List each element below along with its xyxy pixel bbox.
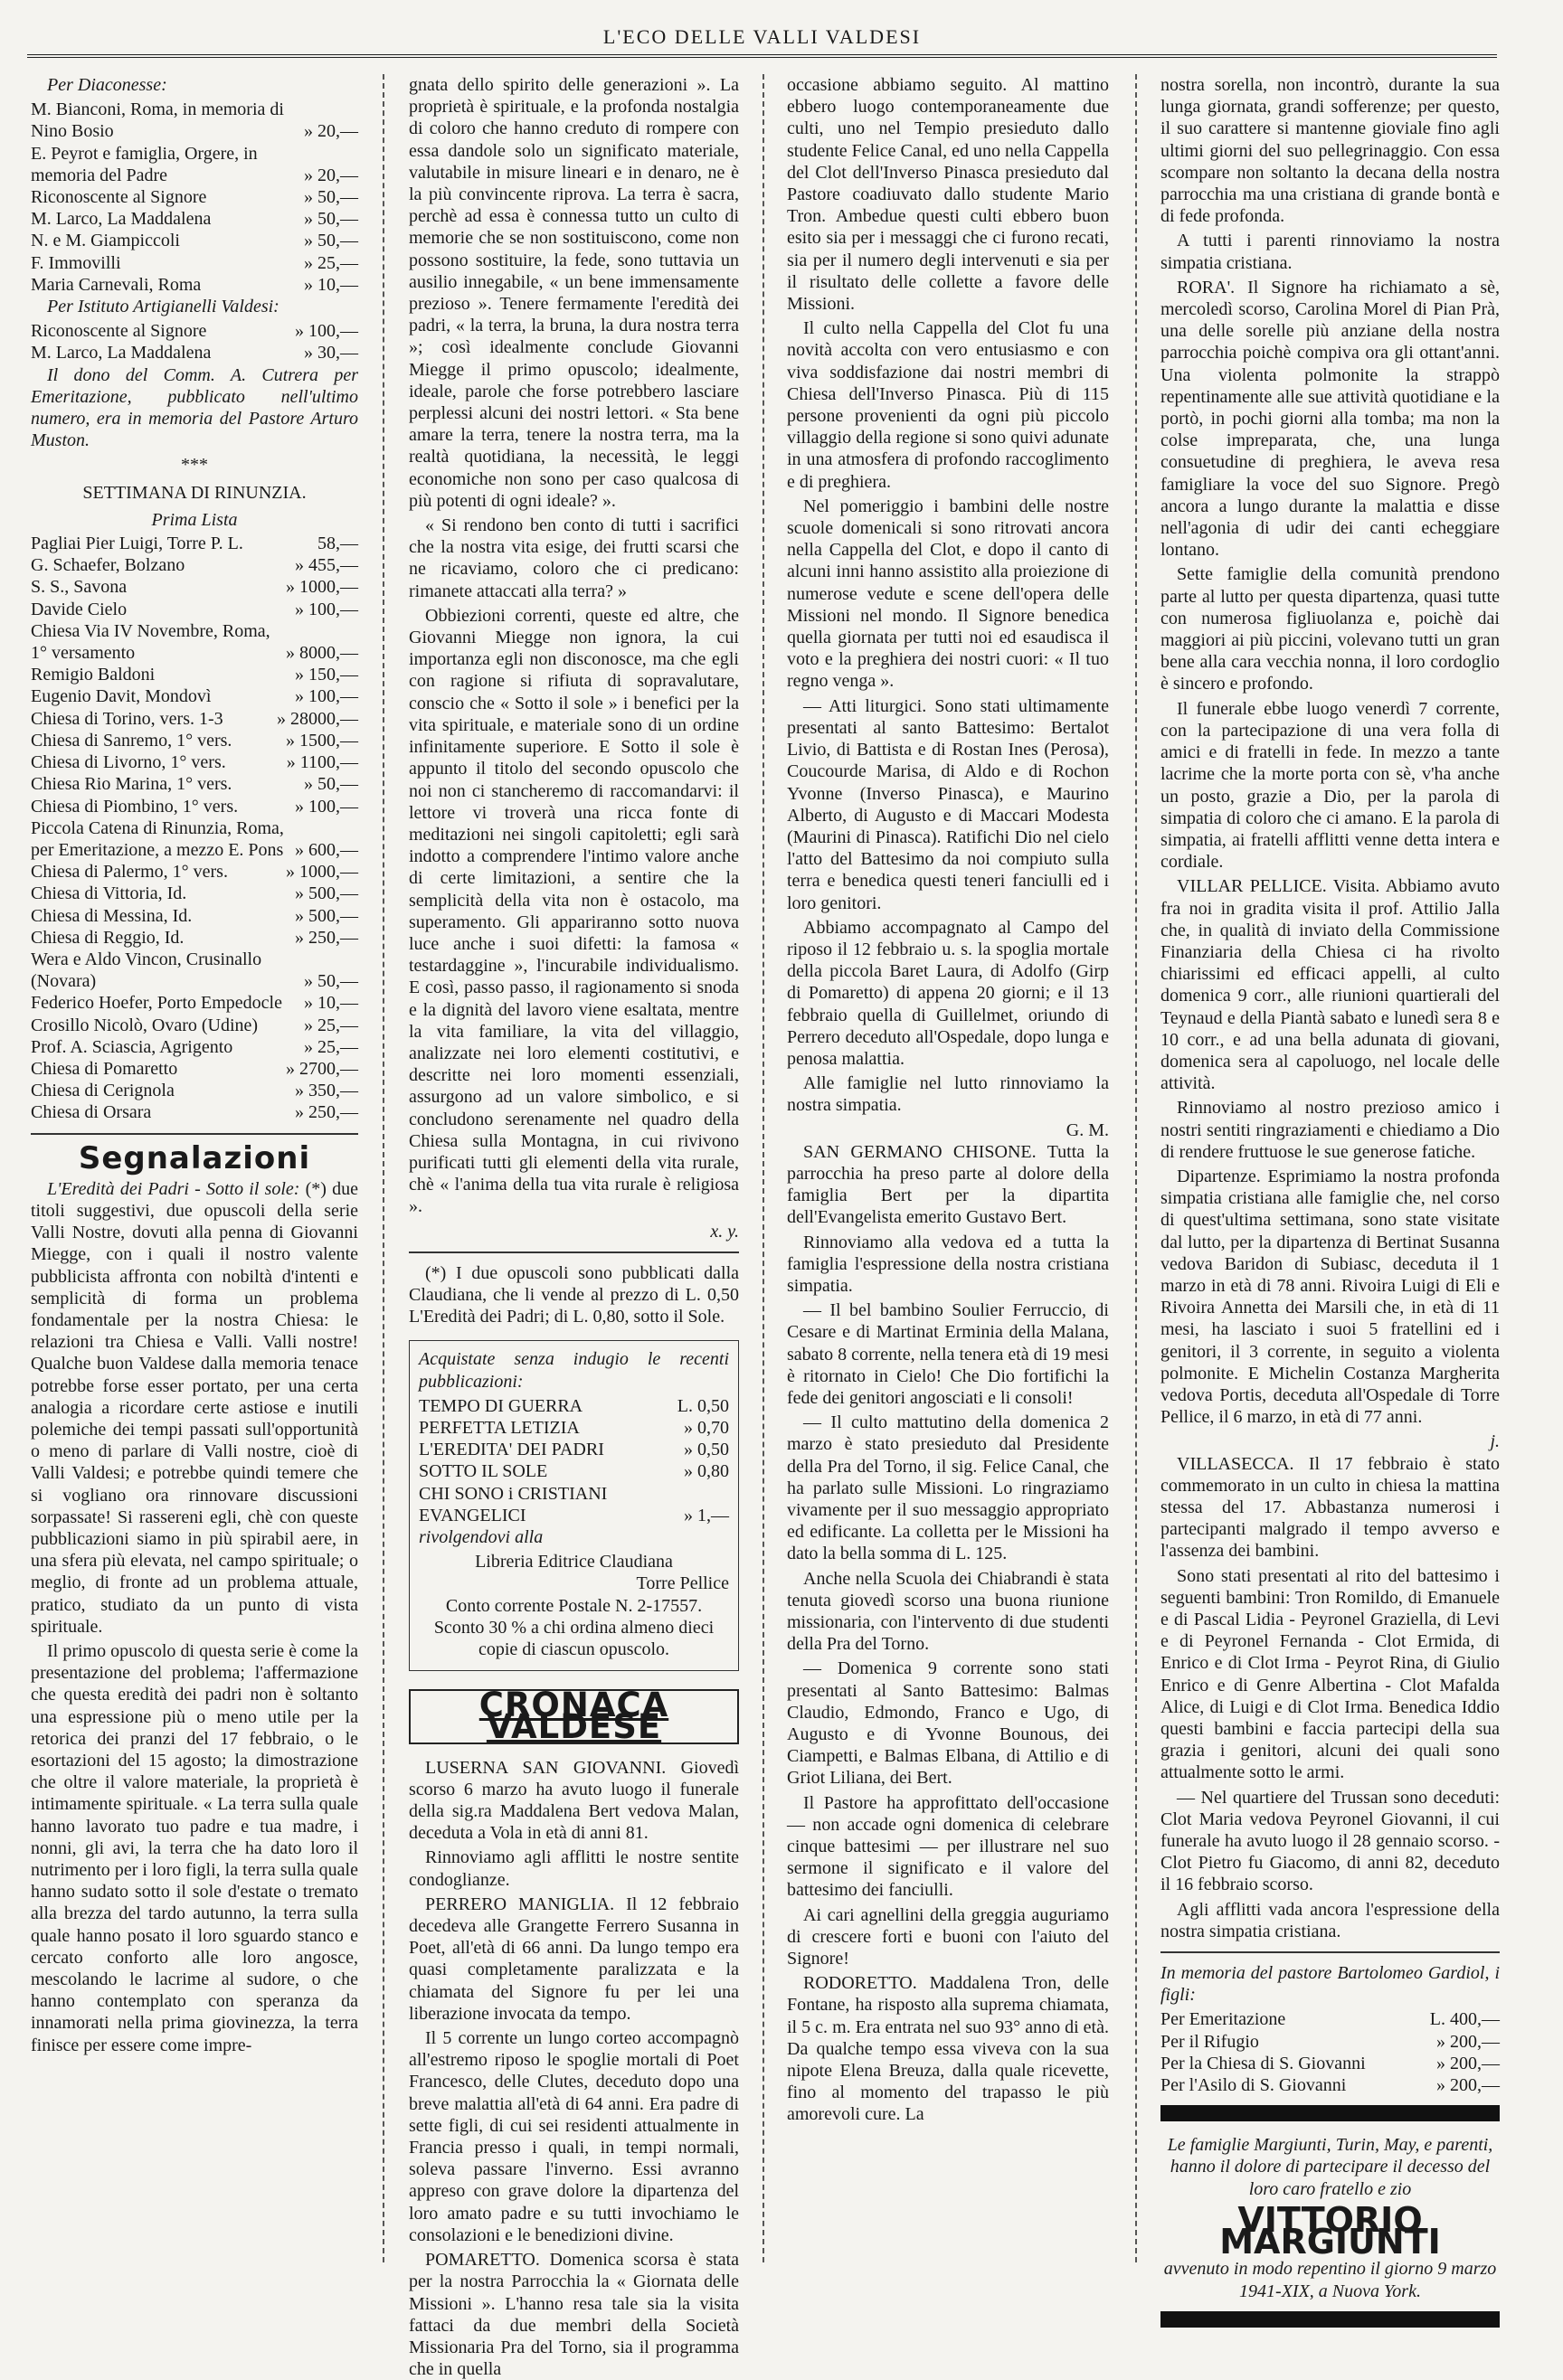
news-item: RORA'. Il Signore ha richiamato a sè, mercoledì scorso, Carolina Morel di Pian Prà, una delle sorelle più anziane della nostra parrocchia poichè compiva ora gli ottant'anni. Una violenta polmonite la strappò repentinamente alle sue attività quotidiane e la portò, in pochi giorni alla tomba; ma non la colse impreparata, che, una lunga consuetudine di preghiera, le aveva resa famigliare la voce del suo Signore. Pregò ancora a lungo durante la malattia e disse nell'agonia di udir dei canti echeggiare lontano.: [1160, 277, 1500, 561]
donor: M. Bianconi, Roma, in memoria di Nino Bosio: [31, 99, 284, 142]
donation-row: [31, 1058, 358, 1080]
amount: » 200,—: [1436, 2053, 1500, 2073]
donor: E. Peyrot e famiglia, Orgere, in memoria del Padre: [31, 143, 258, 185]
column-divider: [1135, 74, 1137, 2262]
donation-row: [31, 274, 358, 296]
book-price: » 1,—: [684, 1505, 729, 1525]
ad-instruction: rivolgendovi alla: [419, 1527, 544, 1547]
amount: » 10,—: [304, 993, 358, 1014]
obituary-intro: Le famiglie Margiunti, Turin, May, e parenti, hanno il dolore di partecipare il decesso del loro caro fratello e zio: [1167, 2135, 1493, 2199]
book-title: L'EREDITA' DEI PADRI: [419, 1440, 604, 1460]
donor: Remigio Baldoni: [31, 665, 156, 685]
news-item: VILLAR PELLICE. Visita. Abbiamo avuto fra noi in gradita visita il prof. Attilio Jalla che, in qualità di inviato della Commissione Finanziaria della Chiesa ci ha rivolto chiarissimi ed efficaci appelli, al culto domenica 9 corr., alle riunioni quartierali del Teynaud e della Piantà sabato e lunedì sera 8 e 10 corr., e ad una bella adunata di giovani, domenica sera al capoluogo, nel locale delle attività.: [1160, 876, 1500, 1094]
amount: » 28000,—: [277, 708, 358, 729]
amount: » 1000,—: [286, 862, 358, 883]
donor: Chiesa di Messina, Id.: [31, 905, 193, 926]
book-price: » 0,80: [684, 1461, 729, 1482]
donor: Per l'Asilo di S. Giovanni: [1160, 2075, 1347, 2096]
donation-row: [31, 992, 358, 1014]
news-item: LUSERNA SAN GIOVANNI. Giovedì scorso 6 marzo ha avuto luogo il funerale della sig.ra Maddalena Bert vedova Malan, deceduta a Vola in età di anni 81.: [409, 1757, 739, 1844]
book-row: [419, 1417, 729, 1439]
donation-row: [31, 599, 358, 620]
news-item: Rinnoviamo alla vedova ed a tutta la famiglia l'espressione della nostra cristiana simpatia.: [787, 1232, 1109, 1296]
news-item: occasione abbiamo seguito. Al mattino ebbero luogo contemporaneamente due culti, uno nel Tempio presieduto dallo studente Felice Canal, ed uno nella Cappella del Clot dell'Inverso Pinasca presieduto dal Pastore coadiuvato dallo studente Mario Tron. Ambedue questi culti ebbero buon esito sia per i messaggi che ci furono recati, sia per il numero degli intervenuti e sia per il risultato delle collette a favore delle Missioni.: [787, 75, 1109, 315]
donor: Wera e Aldo Vincon, Crusinallo (Novara): [31, 949, 262, 992]
donation-row: [31, 342, 358, 364]
review-titles: L'Eredità dei Padri - Sotto il sole:: [47, 1178, 300, 1199]
review-text: (*) due titoli suggestivi, due opuscoli della serie Valli Nostre, dovuti alla penna di Giovanni Miegge, con i quali il nostro valente pubblicista affronta con nobiltà d'intenti e semplicità di forma un problema fondamentale per la nostra Chiesa: le relazioni tra Chiesa e Valli. Valli nostre! Qualche buon Valdese dalla memoria tenace potrebbe forse esser portato, per una certa analogia a ricordare certe astiose e inutili polemiche dei tempi passati sull'opportunità o meno di parlare di Valli nostre, cioè di Valli Valdesi; e potrebbe quindi temere che si vogliano ora rinnovare discussioni sorpassate! Si rassereni egli, chè con queste pubblicazioni siamo in più spirabil aere, in una sfera più elevata, nel campo spirituale; o meglio, di fronte ad un problema attuale, pratico, studiato da un punto di vista spirituale.: [31, 1178, 358, 1637]
amount: » 200,—: [1436, 2031, 1500, 2052]
donation-row: [31, 620, 358, 664]
book-price: » 0,70: [684, 1417, 729, 1438]
author-signature: j.: [1490, 1431, 1500, 1452]
amount: » 50,—: [304, 231, 358, 251]
book-row: [419, 1439, 729, 1460]
donation-row: [31, 576, 358, 598]
news-item: Il funerale ebbe luogo venerdì 7 corrente, con la partecipazione di una vera folla di amici e di fratelli in fede. In mezzo a tante lacrime che la morte porta con sè, v'ha anche un posto, grazie a Dio, per la parola di simpatia di coloro che ci amano. E la parola di simpatia, ai fratelli afflitti venne detta intera e cordiale.: [1160, 698, 1500, 873]
amount: » 25,—: [304, 252, 358, 273]
donor: Chiesa di Cerignola: [31, 1081, 175, 1101]
news-item: Agli afflitti vada ancora l'espressione della nostra simpatia cristiana.: [1160, 1899, 1500, 1941]
donations-heading: Per Diaconesse:: [47, 75, 167, 95]
donor: Chiesa di Livorno, 1° vers.: [31, 752, 226, 773]
amount: » 50,—: [304, 971, 358, 992]
book-price: » 0,50: [684, 1440, 729, 1460]
donations-heading: Per Istituto Artigianelli Valdesi:: [47, 297, 279, 317]
amount: » 10,—: [304, 274, 358, 295]
section-divider: [1160, 1951, 1500, 1953]
column-3: [787, 74, 1109, 2290]
donor: F. Immovilli: [31, 252, 121, 273]
amount: » 100,—: [295, 686, 358, 707]
amount: » 8000,—: [286, 643, 358, 664]
donation-row: [31, 664, 358, 685]
news-item: Ai cari agnellini della greggia auguriamo di crescere forti e buoni con l'aiuto del Signore!: [787, 1904, 1109, 1969]
book-title: TEMPO DI GUERRA: [419, 1395, 583, 1416]
amount: » 20,—: [304, 121, 358, 142]
column-1: [31, 74, 358, 2290]
news-item: A tutti i parenti rinnoviamo la nostra simpatia cristiana.: [1160, 231, 1500, 273]
amount: » 250,—: [295, 927, 358, 948]
column-divider: [763, 74, 764, 2262]
amount: » 455,—: [295, 555, 358, 576]
news-item: VILLASECCA. Il 17 febbraio è stato commemorato in un culto in chiesa la mattina stessa del 17. Abbastanza numerosi i partecipanti malgrado il tempo avverso e l'assenza dei bambini.: [1160, 1453, 1500, 1562]
obituary-name: VITTORIO MARGIUNTI: [1219, 2199, 1441, 2262]
donor: Crosillo Nicolò, Ovaro (Udine): [31, 1015, 259, 1035]
donation-note: Il dono del Comm. A. Cutrera per Emeritazione, pubblicato nell'ultimo numero, era in memoria del Pastore Arturo Muston.: [31, 364, 358, 451]
amount: » 150,—: [295, 665, 358, 685]
donor: Pagliai Pier Luigi, Torre P. L.: [31, 534, 243, 554]
donor: Chiesa di Pomaretto: [31, 1058, 178, 1079]
news-item: Sette famiglie della comunità prendono parte al lutto per questa dipartenza, quasi tutte con numerosa figliuolanza e, poichè dai maggiori ai più piccini, volevano tutti un gran bene alla cara vecchia nonna, il loro cordoglio è sincero e profondo.: [1160, 564, 1500, 694]
donation-row: [31, 927, 358, 949]
author-signature: x. y.: [710, 1221, 739, 1242]
donor: Prof. A. Sciascia, Agrigento: [31, 1036, 233, 1057]
amount: » 20,—: [304, 165, 358, 185]
donation-row: [31, 1036, 358, 1058]
books-advertisement: [409, 1340, 739, 1671]
donor: Piccola Catena di Rinunzia, Roma, per Emeritazione, a mezzo E. Pons: [31, 817, 284, 860]
donor: Chiesa di Orsara: [31, 1102, 152, 1123]
donation-row: [1160, 2008, 1500, 2030]
memorial-heading: In memoria del pastore Bartolomeo Gardiol, i figli:: [1160, 1963, 1500, 2006]
donor: Federico Hoefer, Porto Empedocle: [31, 993, 282, 1014]
news-item: Abbiamo accompagnato al Campo del riposo il 12 febbraio u. s. la spoglia mortale della piccola Baret Laura, di Adolfo (Girp di Pomaretto) di appena 20 giorni; e il 13 febbraio quella di Guillelmet, oriundo di Perrero deceduto all'Ospedale, dopo lunga e penosa malattia.: [787, 917, 1109, 1069]
donation-row: [31, 751, 358, 773]
segnalazioni-heading: Segnalazioni: [78, 1139, 311, 1176]
news-item: nostra sorella, non incontrò, durante la sua lunga giornata, grandi sofferenze; per questo, il suo carattere si mantenne gioviale fino agli ultimi giorni del suo pellegrinaggio. Con essa scompare non soltanto la decana della nostra parrocchia ma una cristiana di grande bontà e di fede profonda.: [1160, 75, 1500, 227]
section-divider: [409, 1251, 739, 1253]
news-item: SAN GERMANO CHISONE. Tutta la parrocchia ha preso parte al dolore della famiglia Bert per la dipartita dell'Evangelista emerito Gustavo Bert.: [787, 1141, 1109, 1228]
donor: Chiesa di Torino, vers. 1-3: [31, 708, 223, 729]
amount: » 500,—: [295, 905, 358, 926]
news-item: — Nel quartiere del Trussan sono deceduti: Clot Maria vedova Peyronel Giovanni, il cui funerale ha avuto luogo il 28 gennaio scorso. - Clot Pietro fu Giacomo, di anni 82, deceduto il 16 febbraio scorso.: [1160, 1787, 1500, 1895]
mourning-bar: [1160, 2105, 1500, 2121]
mourning-bar: [1160, 2311, 1500, 2328]
donation-row: [31, 554, 358, 576]
amount: » 50,—: [304, 209, 358, 230]
donation-row: [1160, 2074, 1500, 2096]
donor: N. e M. Giampiccoli: [31, 231, 180, 251]
publisher-name: Libreria Editrice Claudiana: [475, 1552, 673, 1572]
news-item: Il culto nella Cappella del Clot fu una novità accolta con vero entusiasmo e con viva soddisfazione dai nostri membri di Chiesa dell'Inverso Pinasca. Più di 115 persone provenienti da ogni più piccolo villaggio della regione si sono quivi adunate in una atmosfera di profondo raccoglimento e di preghiera.: [787, 318, 1109, 492]
donation-row: [31, 817, 358, 861]
news-item: Sono stati presentati al rito del battesimo i seguenti bambini: Tron Romildo, di Emanuele e di Pascal Lidia - Peyronel Graziella, di Levi e di Peyronel Fernanda - Clot Ermida, di Enrico e di Clot Irma - Peyrot Rina, di Giulio Enrico e di Genre Albertina - Clot Mafalda Alice, di Luigi e di Clot Irma. Benedica Iddio questi bambini e faccia partecipi della sua grazia i genitori, alcuni dei quali sono attualmente sotto le armi.: [1160, 1565, 1500, 1783]
ad-conditions: Conto corrente Postale N. 2-17557. Sconto 30 % a chi ordina almeno dieci copie di ciascun opuscolo.: [433, 1595, 715, 1660]
donor: Maria Carnevali, Roma: [31, 274, 202, 295]
donation-row: [31, 533, 358, 554]
donation-row: [31, 730, 358, 751]
donation-row: [31, 99, 358, 142]
donor: M. Larco, La Maddalena: [31, 343, 212, 364]
amount: » 2700,—: [286, 1058, 358, 1079]
donation-row: [31, 796, 358, 817]
donation-row: [31, 1080, 358, 1101]
amount: » 30,—: [304, 343, 358, 364]
amount: » 350,—: [295, 1081, 358, 1101]
donor: Chiesa di Vittoria, Id.: [31, 883, 187, 904]
footnote: (*) I due opuscoli sono pubblicati dalla Claudiana, che li vende al prezzo di L. 0,50 L'Eredità dei Padri; di L. 0,80, sotto il Sole.: [409, 1262, 739, 1327]
article-paragraph: gnata dello spirito delle generazioni ». La proprietà è spirituale, e la profonda nostalgia di coloro che hanno creduto di rompere con essa dandole solo un significato materiale, valutabile in misure lineari e in denaro, ne è la più convincente riprova. La terra è sacra, perchè ad essa è connessa tutto un culto di memorie che se non sostituiscono, come non possono sostituire, la fede, sono tuttavia un ausilio innegabile, « un bene immensamente prezioso ». Tenere fermamente l'eredità dei padri, « la terra, la bruna, la dura nostra terra »; così idealmente conclude Giovanni Miegge il primo opuscolo; idealmente, ideale, parole che forse potrebbero lasciare perplessi alcuni dei nostri lettori. « Sta bene amare la terra, tenere la nostra terra, ma la realtà quotidiana, la necessità, le leggi economiche non sono per caso qualcosa di più potenti di ogni ideale? ».: [409, 75, 739, 511]
donation-row: [31, 143, 358, 186]
amount: » 25,—: [304, 1036, 358, 1057]
amount: » 1000,—: [286, 577, 358, 598]
column-divider: [383, 74, 384, 2262]
column-4: [1160, 74, 1500, 2301]
news-item: — Il bel bambino Soulier Ferruccio, di Cesare e di Martinat Erminia della Malana, sabato 8 corrente, nella tenera età di 19 mesi è ritornato in Cielo! Che Dio fortifichi la fede dei genitori angosciati e li consoli!: [787, 1300, 1109, 1408]
stars-separator: ***: [181, 455, 208, 476]
newspaper-masthead: L'ECO DELLE VALLI VALDESI: [27, 25, 1497, 58]
donation-row: [31, 320, 358, 342]
donor: Chiesa Via IV Novembre, Roma, 1° versamento: [31, 620, 270, 664]
amount: L. 400,—: [1429, 2009, 1500, 2030]
obituary-text: avvenuto in modo repentino il giorno 9 marzo 1941-XIX, a Nuova York.: [1163, 2259, 1497, 2301]
news-item: Nel pomeriggio i bambini delle nostre scuole domenicali si sono ritrovati ancora nella Cappella del Clot, e dopo il canto di alcuni inni hanno assistito alla proiezione di numerose vedute e scene dell'opera delle Missioni nel mondo. Il Signore benedica quella giornata per tutti noi ed esaudisca il voto e la preghiera dei nostri cuori: « Il tuo regno venga ».: [787, 496, 1109, 692]
donor: Chiesa di Piombino, 1° vers.: [31, 796, 239, 817]
article-paragraph: Obbiezioni correnti, queste ed altre, che Giovanni Miegge non ignora, la cui importanza egli non disconosce, ma che egli con ragione si rifiuta di sopravalutare, conscio che « Sotto il sole » i benefici per la vita spirituale, e materiale sono di un ordine infinitamente superiore. E Sotto il sole è appunto il titolo del secondo opuscolo che noi non ci stancheremo di raccomandarvi: il lettore vi troverà una ricca fonte di meditazioni nei singoli capitoletti; egli sarà indotto a comprendere l'intimo valore anche di certe limitazioni, a sentire che la semplicità della vita non è ostacolo, ma superamento. Gli appariranno sotto nuova luce anche i suoi difetti: la famosa « testardaggine », l'incurabile individualismo. E così, passo passo, il ragionamento si snoda e la dignità del lavoro viene esaltata, mentre la vita familiare, la vita del villaggio, analizzate nei loro elementi costitutivi, e descritte nei loro momenti essenziali, assurgono ad un valore simbolico, e si concludono serenamente nel quadro della Chiesa sulla Montagna, in cui rivivono purificati tutti gli elementi della vita rurale, chè « l'anima della tua vita rurale è religiosa ».: [409, 605, 739, 1217]
news-item: RODORETTO. Maddalena Tron, delle Fontane, ha risposto alla suprema chiamata, il 5 c. m. Era entrata nel suo 93° anno di età. Da qualche tempo essa viveva con la sua nipote Elena Breuza, dalla quale ricevette, fino al momento del trapasso le più amorevoli cure. La: [787, 1973, 1109, 2125]
article-paragraph: « Si rendono ben conto di tutti i sacrifici che la nostra vita esige, dei frutti scarsi che ne ricaviamo, coloro che ci predicano: rimanete attaccati alla terra? »: [409, 515, 739, 601]
book-row: [419, 1483, 729, 1526]
review-paragraph: [31, 1178, 358, 1638]
amount: » 100,—: [295, 599, 358, 619]
author-signature: G. M.: [1066, 1119, 1109, 1140]
donor: Riconoscente al Signore: [31, 187, 207, 208]
publisher-city: Torre Pellice: [636, 1573, 729, 1594]
donation-row: [1160, 2053, 1500, 2074]
donation-row: [31, 905, 358, 927]
donor: Per Emeritazione: [1160, 2009, 1286, 2030]
amount: » 100,—: [295, 796, 358, 817]
donation-row: [31, 861, 358, 883]
donation-row: [31, 949, 358, 992]
book-title: CHI SONO i CRISTIANI EVANGELICI: [419, 1483, 608, 1525]
donation-row: [31, 685, 358, 707]
book-row: [419, 1395, 729, 1417]
donor: Chiesa di Reggio, Id.: [31, 927, 185, 948]
amount: » 250,—: [295, 1102, 358, 1123]
news-item: Rinnoviamo al nostro prezioso amico i nostri sentiti ringraziamenti e chiediamo a Dio di rendere fruttuose le sue generose fatiche.: [1160, 1098, 1500, 1162]
amount: » 100,—: [295, 321, 358, 342]
amount: » 500,—: [295, 883, 358, 904]
news-item: Il Pastore ha approfittato dell'occasione — non accade ogni domenica di celebrare cinque battesimi — per illustrare nel suo sermone il significato e il valore del battesimo dei fanciulli.: [787, 1792, 1109, 1901]
book-title: PERFETTA LETIZIA: [419, 1417, 580, 1438]
amount: » 25,—: [304, 1015, 358, 1035]
news-item: Rinnoviamo agli afflitti le nostre sentite condoglianze.: [409, 1847, 739, 1890]
news-item: Anche nella Scuola dei Chiabrandi è stata tenuta giovedì scorso una buona riunione missionaria, con l'intervento di due studenti della Pra del Torno.: [787, 1568, 1109, 1655]
donor: Per il Rifugio: [1160, 2031, 1259, 2052]
donor: Davide Cielo: [31, 599, 128, 619]
amount: » 50,—: [304, 774, 358, 795]
amount: » 1100,—: [286, 752, 358, 773]
amount: 58,—: [317, 534, 358, 554]
donor: Per la Chiesa di S. Giovanni: [1160, 2053, 1366, 2073]
amount: » 50,—: [304, 187, 358, 208]
donor: Riconoscente al Signore: [31, 321, 207, 342]
donation-row: [31, 1015, 358, 1036]
news-item: — Atti liturgici. Sono stati ultimamente presentati al santo Battesimo: Bertalot Livio, di Battista e di Rostan Ines (Perosa), Coucourde Marisa, di Aldo e di Rochon Yvonne (Inverso Pinasca), e Maurino Alberto, di Augusto e di Maccari Modesta (Maurini di Pinasca). Ratifichi Dio nel cielo l'atto del Battesimo da noi compiuto sulla terra e benedica questi teneri fanciulli ed i loro genitori.: [787, 695, 1109, 913]
news-item: Dipartenze. Esprimiamo la nostra profonda simpatia cristiana alle famiglie che, nel corso di quest'ultima settimana, sono state visitate dal lutto, per la dipartenza di Bertinat Susanna vedova Baridon di Subiasc, deceduta il 1 marzo in età di 78 anni. Rivoira Luigi di Eli e Rivoira Annetta dei Marsili che, in età di 11 mesi, ha lasciato i suoi 5 fratellini ed i genitori, il 3 corrente, in seguito a violenta polmonite. E Michelin Costanza Margherita vedova Portis, deceduta all'Ospedale di Torre Pellice, il 6 marzo, in età di 77 anni.: [1160, 1166, 1500, 1428]
donation-row: [31, 230, 358, 251]
donation-row: [31, 708, 358, 730]
book-price: L. 0,50: [677, 1395, 729, 1416]
news-item: — Domenica 9 corrente sono stati presentati al Santo Battesimo: Balmas Claudio, Edmondo, Franco e Ugo, di Augusto e di Yvonne Bounous, dei Ciampetti, e Balmas Elbana, di Attilio e di Griot Liliana, dei Bert.: [787, 1658, 1109, 1789]
column-2: [409, 74, 739, 2380]
amount: » 200,—: [1436, 2075, 1500, 2096]
news-item: PERRERO MANIGLIA. Il 12 febbraio decedeva alle Grangette Ferrero Susanna in Poet, all'età di 66 anni. Da lungo tempo era quasi completamente paralizzata e la chiamata del Signore fu per lei una liberazione invocata da tempo.: [409, 1894, 739, 2024]
donation-row: [31, 208, 358, 230]
donor: Chiesa di Sanremo, 1° vers.: [31, 730, 232, 751]
news-item: Il 5 corrente un lungo corteo accompagnò all'estremo riposo le spoglie mortali di Poet Francesco, delle Clutes, deceduto dopo una breve malattia all'età di 64 anni. Era padre di sette figli, di cui sei residenti attualmente in Francia presso i quali, in tempi normali, soleva passare l'inverno. Essi avranno appreso con grave dolore la dipartenza del loro amato padre e su tutti invochiamo le consolazioni e le benedizioni divine.: [409, 2028, 739, 2245]
donor: M. Larco, La Maddalena: [31, 209, 212, 230]
section-divider: [31, 1133, 358, 1135]
deaconess-donations-list: [31, 99, 358, 296]
donation-row: [31, 773, 358, 795]
book-row: [419, 1460, 729, 1482]
donation-row: [31, 883, 358, 904]
donor: G. Schaefer, Bolzano: [31, 555, 185, 576]
donor: Chiesa Rio Marina, 1° vers.: [31, 774, 232, 795]
ad-heading: Acquistate senza indugio le recenti pubblicazioni:: [419, 1349, 729, 1392]
donor: S. S., Savona: [31, 577, 128, 598]
news-item: POMARETTO. Domenica scorsa è stata per la nostra Parrocchia la « Giornata delle Missioni ». L'hanno resa tale sia la visita fattaci da due membri della Società Missionaria Pra del Torno, sia il programma che in quella: [409, 2250, 739, 2380]
amount: » 600,—: [295, 839, 358, 860]
list-subheading: Prima Lista: [151, 509, 238, 530]
donation-row: [31, 252, 358, 274]
section-heading: SETTIMANA DI RINUNZIA.: [82, 482, 307, 503]
news-item: — Il culto mattutino della domenica 2 marzo è stato presieduto dal Presidente della Pra del Torno, il sig. Felice Canal, che ha parlato sulle Missioni. Lo ringraziamo vivamente per il suo messaggio appropriato ed edificante. La colletta per le Missioni ha dato la bella somma di L. 125.: [787, 1412, 1109, 1564]
donor: Chiesa di Palermo, 1° vers.: [31, 862, 228, 883]
donation-row: [31, 186, 358, 208]
donation-row: [1160, 2031, 1500, 2053]
news-item: Alle famiglie nel lutto rinnoviamo la nostra simpatia.: [787, 1073, 1109, 1116]
book-title: SOTTO IL SOLE: [419, 1461, 548, 1482]
donor: Eugenio Davit, Mondovì: [31, 686, 212, 707]
cronaca-valdese-banner: CRONACA VALDESE: [409, 1689, 739, 1743]
review-paragraph: Il primo opuscolo di questa serie è come la presentazione del problema; l'affermazione che questa eredità dei padri non è soltanto una espressione più o meno utile per la retorica dei pranzi del 17 febbraio, o le esortazioni del 15 agosto; la dimostrazione che oltre il valore materiale, la proprietà è intimamente spirituale. « La terra sulla quale hanno lavorato tuo padre e tua madre, i nonni, gli avi, la terra che ha dato loro il nutrimento per i loro figli, la terra sulla quale hanno sudato sotto il sole d'estate o tremato alla brezza del tardo autunno, la terra sulla quale hanno posato il loro sguardo stanco e cercato conforto alle loro angosce, mescolando le lacrime al sudore, o che hanno contemplato con speranza da innamorati nella prima giovinezza, la terra finisce per essere come impre-: [31, 1641, 358, 2055]
amount: » 1500,—: [286, 730, 358, 751]
donation-row: [31, 1101, 358, 1123]
renunciation-list: [31, 533, 358, 1123]
